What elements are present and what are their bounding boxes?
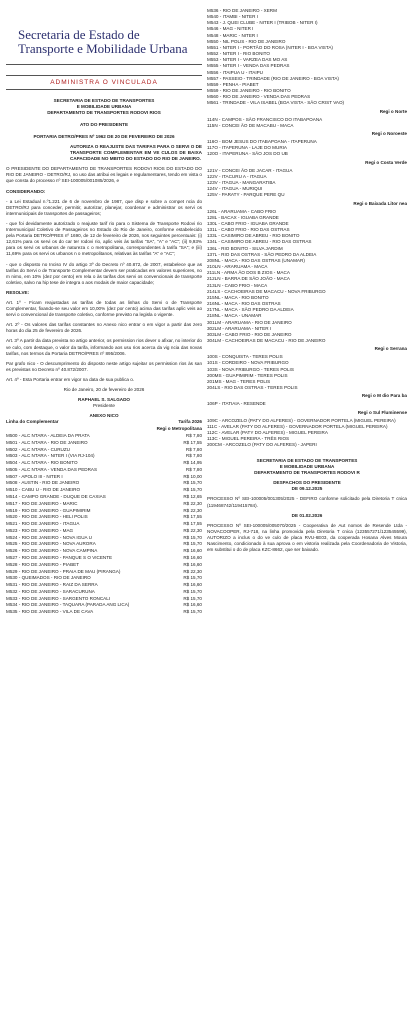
table-row [6,480,202,487]
list-item: 121V - CONCEI ÃO DE JACAR - ITAGUA [207,167,293,173]
table-row [6,460,202,467]
route-name: M503 - ALC NTARA - NITER I (VIA RJ-104) [6,453,95,459]
list-item: 124V - ITAGUA - MURIQUI [207,186,263,192]
route-name: M528 - RIO DE JANEIRO - PIABET [6,561,80,567]
route-list-serrana [207,354,407,391]
portaria-title: PORTARIA DETRO/PRES Nº 1962 DE 20 DE FEVEREIRO DE 2026 [33,134,175,139]
list-item: M548 - MARIC - NITER I [207,32,258,38]
header-title-line1: Secretaria de Estado de [18,27,140,42]
table-row [6,433,202,440]
article-1: Art. 1º - Ficam reajustadas as tarifas de todas as linhas do Servi o de Transporte Complementar, fixando-se seu valor em 10,00% (dez por cento) acima das tarifas aplic veis ao servi o convencional de transporte coletivo, conforme previsto na legisla o vigente. [6,299,202,318]
list-item: 136L - RIO BONITO - SILVA JARDIM [207,245,283,251]
tariff-value: R$ 22,30 [183,568,202,574]
tariff-value: R$ 7,80 [185,466,202,472]
header-rule [6,64,202,65]
table-row [6,609,202,616]
table-row [6,589,202,596]
list-item: 117O - ITAPERUNA - LAJE DO MURIA [207,145,287,151]
route-name: M508 - AUSTIN - RIO DE JANEIRO [6,480,80,486]
list-item: 123V - ITAGUA - MANGARATIBA [207,180,276,186]
tariff-value: R$ 22,30 [183,500,202,506]
route-name: M524 - RIO DE JANEIRO - NOVA IGUA U [6,534,92,540]
region-label: Regi o Sul Fluminense [357,409,407,415]
list-item: 133L - CASIMIRO DE ABREU - RIO BONITO [207,233,300,239]
list-item: 125V - PARATY - PARQUE PERE QU [207,192,285,198]
route-name: M504 - ALC NTARA - RIO BONITO [6,460,78,466]
considerando-1: - a Lei Estadual n.º1.221 de 6 de novembro de 1987, que disp e sobre a compet ncia do DETRO/RJ para conceder, permitir, autorizar, planejar, coordenar e administrar os servi os intermunicipais de transportes de passageiros; [6,198,202,216]
table-row [6,528,202,535]
route-name: M526 - RIO DE JANEIRO - NOVA CAMPINA [6,548,98,554]
region-label: Regi o Baixada Litor nea [353,200,407,206]
list-item: M536 - RIO DE JANEIRO - XERM [207,8,277,13]
table-row [6,521,202,528]
list-item: 201MS - MAG - TERES POLIS [207,378,271,384]
route-name: M510 - CABU U - RIO DE JANEIRO [6,487,81,493]
list-item: 208NL - MACA - RIO DAS OSTRAS (UNAMAR) [207,257,305,263]
table-row [6,575,202,582]
list-item: 114N - CAMPOS - SÃO FRANCISCO DO ITABAPOANA [207,116,323,122]
list-item: 120O - ITAPERUNA - SÃO JOS DO UB [207,151,288,157]
table-header-line: Linha do Complementar [6,419,59,425]
list-item: 215NL - MACA - RIO BONITO [207,294,269,300]
tariff-value: R$ 22,30 [183,507,202,513]
list-item: M561 - TRINDADE - VILA ISABEL (BOA VISTA - SÃO CRIST VAO) [207,100,345,106]
tariff-value: R$ 15,70 [183,480,202,486]
route-name: M531 - RIO DE JANEIRO - RAIZ DA SERRA [6,582,98,588]
table-row [6,568,202,575]
table-header-tariff: Tarifa 2026 [178,419,202,425]
tariff-value: R$ 16,60 [183,602,202,608]
route-name: M502 - ALC NTARA - CURUZU [6,446,70,452]
tariff-value: R$ 7,80 [185,453,202,459]
list-item: M559 - RIO DE JANEIRO - RIO BONITO [207,88,291,94]
list-item: M552 - NITER I - RIO BONITO [207,51,270,57]
header-title-line2: Transporte e Mobilidade Urbana [18,41,188,56]
despachos-title: DESPACHOS DO PRESIDENTE [273,480,341,486]
tariff-value: R$ 22,30 [183,527,202,533]
table-row [6,446,202,453]
tariff-value: R$ 17,55 [183,521,202,527]
article-3: Art. 3º A partir da data prevista no artigo anterior, os permission rios dever o afixar, no interior do ve culo, com destaque, o valor da tarifa, informando aos usu rios acerca da vig ncia das novas tarifas, nos termos da Portaria DETRO/PRES nº 895/2006. [6,338,202,356]
org-line: SECRETARIA DE ESTADO DE TRANSPORTES [53,98,155,103]
route-list-sul [207,418,407,449]
table-row [6,466,202,473]
list-item: 128L - BACAX - IGUABA GRANDE [207,214,279,220]
route-name: M501 - ALC NTARA - RIO DE JANEIRO [6,439,88,445]
list-item: 213LN - CABO FRIO - MACA [207,282,268,288]
list-item: 106P - ITATIAIA - RESENDE [207,401,266,407]
table-row [6,487,202,494]
table-row [6,514,202,521]
list-item: 134L - CASIMIRO DE ABREU - RIO DAS OSTRAS [207,239,312,245]
list-item: M559 - PENHA - PIABET [207,81,259,87]
region-label: Regi o Costa Verde [365,159,407,165]
list-item: M557 - PASSEIO - TRINDADE (RIO DE JANEIRO - BOA VISTA) [207,75,339,81]
list-item: 211LN - ARMA ÃO DOS B ZIOS - MACA [207,270,290,276]
agency-header [18,8,202,56]
table-row [6,602,202,609]
route-name: M519 - RIO DE JANEIRO - GUAPIMIRIM [6,507,91,513]
list-item: 214LS - CACHOEIRAS DE MACACU - NOVA FRIBURGO [207,288,326,294]
list-item: M555 - NITER I - VENDA DAS PEDRAS [207,63,290,69]
act-title: ATO DO PRESIDENTE [79,122,129,127]
table-row [6,494,202,501]
tariff-value: R$ 7,80 [185,446,202,452]
resolve-heading: RESOLVE: [6,289,30,295]
list-item: 101S - CORDEIRO - NOVA FRIBURGO [207,360,289,366]
route-name: M530 - QUEIMADOS - RIO DE JANEIRO [6,575,91,581]
despacho-process: PROCESSO Nº SEI-100005/005070/2025 - Cooperativa de Aut nomos de Resende Ltda - NOVACOOPER, RJ-718, na linha promovida pela Diretoria T cnica (123557271/123545599), AUTORIZO a inclus o do ve culo de placa RVU-6E03, da cooperada Hosana Alves Moura Nascimento, condicionado à sua aprova o em vistoria realizada pela Coordenadoria de Vistoria, em substitui o do de placa KZC-8662, que ser baixado. [207,522,407,553]
route-list-baixada [207,209,407,344]
list-item: 303LM - CABO FRIO - RIO DE JANEIRO [207,331,292,337]
route-list-costa [207,168,407,199]
considerando-heading: CONSIDERANDO: [6,188,46,194]
list-item: 301LM - ARARUAMA - RIO DE JANEIRO [207,319,292,325]
table-row [6,561,202,568]
table-row [6,453,202,460]
route-list-norte [207,117,407,129]
table-row [6,473,202,480]
route-name: M525 - RIO DE JANEIRO - NOVA AURORA [6,541,96,547]
route-name: M527 - RIO DE JANEIRO - PANQUE S O VICENTE [6,555,113,561]
table-header-row [6,419,202,426]
portaria-summary: AUTORIZA O REAJUSTE DAS TARIFAS PARA O SERVI O DE TRANSPORTE COMPLEMENTAR EM VE CULOS DE BAIXA CAPACIDADE NO MBITO DO ESTADO DO RIO DE JANEIRO. [70,144,202,162]
table-row [6,500,202,507]
list-item: 126L - ARARUAMA - CABO FRIO [207,208,277,214]
list-item: 210LN - ARARUAMA - MACA [207,264,268,270]
despacho-process: PROCESSO Nº SEI-100005/001305/2025 - DEFIRO conforme solicitado pela Diretoria T cnica (119468742/119415784). [207,496,407,508]
list-item: 200CM - ARCOZELO (PATY DO ALFERES) - JAPERI [207,442,317,448]
list-item: 204LS - RIO DAS OSTRAS - TERES POLIS [207,385,298,391]
list-item: 216NL - MACA - RIO DAS OSTRAS [207,301,281,307]
table-row [6,548,202,555]
route-name: M529 - RIO DE JANEIRO - PRAIA DE MAU (PIRANGA) [6,568,121,574]
list-item: 112C - AVELAR (PATY DO ALFERES) - MIGUEL PEREIRA [207,430,328,435]
tariff-value: R$ 16,60 [183,555,202,561]
considerando-3: - que o disposto no Inciso IV do artigo 3º do Decreto nº 40.872, de 2007, estabelece que as tarifas do Servi o de Transporte Complementar devem ser praticadas em valores superiores, no m nimo, em 10% (dez por cento) em rela o às tarifas dos servi os convencionais de transporte coletivo, salvo na hip tese de integra o aos modais de maior capacidade; [6,261,202,285]
table-row [6,534,202,541]
left-column [6,8,202,1018]
table-row [6,439,202,446]
list-item: 100S - CONQUISTA - TERES POLIS [207,354,283,360]
date-line: Rio de Janeiro, 20 de fevereiro de 2026 [63,387,145,392]
tariff-value: R$ 15,70 [183,595,202,601]
list-item: M550 - NIL POLIS - RIO DE JANEIRO [207,38,286,44]
despacho-date: DE 01.02.2026 [291,512,323,518]
right-column [207,8,407,1018]
tariff-value: R$ 15,70 [183,487,202,493]
list-item: M540 - ITAMBI - NITER I [207,14,258,20]
route-list-metro [207,8,407,107]
org-line: SECRETARIA DE ESTADO DE TRANSPORTES [256,458,358,464]
route-name: M514 - CAMPO GRANDE - DUQUE DE CAXIAS [6,493,106,499]
list-item: 218NL - MACA - UNAMAR [207,313,262,319]
tariff-value: R$ 14,95 [183,460,202,466]
list-item: 130L - CABO FRIO - IGUABA GRANDE [207,221,289,226]
route-name: M500 - ALC NTARA - ALDEIA DA PRATA [6,432,90,438]
route-name: M520 - RIO DE JANEIRO - HELI POLIS [6,514,88,520]
list-item: M553 - NITER I - VARZEA DAS MO AS [207,57,288,63]
list-item: 212LN - BARRA DE SÃO JOÃO - MACA [207,276,290,282]
list-item: 103S - NOVA FRIBURGO - TERES POLIS [207,366,294,372]
route-name: M517 - RIO DE JANEIRO - MARIC [6,500,78,506]
list-item: 137L - RIO DAS OSTRAS - SÃO PEDRO DA ALDEIA [207,251,317,257]
route-name: M523 - RIO DE JANEIRO - MAG [6,527,74,533]
tariff-value: R$ 16,60 [183,548,202,554]
route-name: M535 - RIO DE JANEIRO - VILA DE CAVA [6,609,94,615]
list-item: 304LM - CACHOEIRAS DE MACACU - RIO DE JANEIRO [207,337,326,343]
list-item: M546 - MAG - NITER I [207,26,254,32]
route-name: M505 - ALC NTARA - VENDA DAS PEDRAS [6,466,98,472]
org-block [6,98,202,116]
tariff-value: R$ 15,70 [183,588,202,594]
tariff-table [6,419,202,616]
list-item: M551 - NITER I - PORTÃO DO ROSA (NITER I - BOA VISTA) [207,44,333,50]
paragrafo-unico: Par grafo nico - O descumprimento do disposto neste artigo sujeitar os permission rios às san es previstas no Decreto nº 40.872/2007. [6,360,202,372]
list-item: 109C - ARCOZELO (PATY DO ALFERES) - GOVERNADOR PORTELA (MIGUEL PEREIRA) [207,417,396,423]
table-row [6,541,202,548]
region-label: Regi o Serrana [374,346,407,352]
list-item: 200MS - GUAPIMIRIM - TERES POLIS [207,372,288,378]
section-heading: ADMINISTRA O VINCULADA [6,75,202,90]
table-row [6,507,202,514]
considerando-2: - que foi devidamente autorizado o reajuste tarif rio para o Sistema de Transporte Rodovi rio Intermunicipal Coletivo de Passageiros no Estado do Rio de Janeiro, conforme estabelecido pela Portaria DETRO/PRES nº 1690, de 12 de fevereiro de 2026, nos seguintes percentuais: (i) 12,61% para os servi os do car ter rodovi rio, aplic veis às tarifas "SA", "A" e "AC"; (ii) 9,93% para os servi os urbanos de natureza c o metropolitana, correspondentes à tarifa "SA"; e (iii) 11,69% para os servi os urbanos n o metropolitanos, relativas às tarifas "A" e "AC"; [6,220,202,257]
tariff-value: R$ 7,80 [185,432,202,438]
route-name: M507 - APOLO III - NITER I [6,473,63,479]
despacho-date: DE 09.12.2025 [291,486,323,492]
list-item: M556 - ITAIPUA U - ITAIPU [207,69,263,75]
region-label: Regi o Noroeste [371,130,407,136]
org-line: E MOBILIDADE URBANA [76,104,132,109]
list-item: 217NL - MACA - SÃO PEDRO DA ALDEIA [207,307,294,313]
annex-title: ANEXO NICO [89,413,119,418]
org-line: DEPARTAMENTO DE TRANSPORTES RODOVI RIOS [47,110,161,115]
list-item: M543 - J. QUEI CLUBE - NITER I (TRIBOB - NITER I) [207,20,318,26]
route-name: M533 - RIO DE JANEIRO - SARGENTO RONCALI [6,595,111,601]
tariff-value: R$ 15,70 [183,609,202,615]
tariff-value: R$ 17,55 [183,514,202,520]
route-list-medio [207,401,407,407]
route-list-noroeste [207,139,407,157]
region-label: Regi o M dio Para ba [361,393,407,399]
list-item: 115N - CONCEI ÃO DE MACABU - MACA [207,122,294,128]
region-label: Regi o Metropolitana [156,426,202,432]
list-item: 116O - BOM JESUS DO ITABAPOANA - ITAPERUNA [207,139,317,145]
table-row [6,595,202,602]
org-line: E MOBILIDADE URBANA [279,464,335,470]
tariff-rows [6,433,202,616]
table-row [6,555,202,562]
tariff-value: R$ 15,70 [183,575,202,581]
signer-role: Presidente [93,403,115,408]
table-row [6,582,202,589]
tariff-value: R$ 15,70 [183,534,202,540]
org-block-2 [207,458,407,476]
tariff-value: R$ 16,60 [183,582,202,588]
tariff-value: R$ 16,60 [183,561,202,567]
list-item: 122V - ITACURU A - ITAGUA [207,173,267,179]
route-name: M534 - RIO DE JANEIRO - TAQUARA (PARADA ANG LICA) [6,602,130,608]
list-item: M560 - RIO DE JANEIRO - VENDA DAS PEDRAS [207,94,311,100]
route-name: M532 - RIO DE JANEIRO - SARACURUNA [6,588,95,594]
intro-paragraph: O PRESIDENTE DO DEPARTAMENTO DE TRANSPORTES RODOVI RIOS DO ESTADO DO RIO DE JANEIRO - DETRO/RJ, no uso das atribui es legais e regulamentares, tendo em vista o que consta do processo nº SEI-100005/001085/2026, e [6,166,202,184]
tariff-value: R$ 10,00 [183,473,202,479]
tariff-value: R$ 17,55 [183,439,202,445]
tariff-value: R$ 12,65 [183,493,202,499]
list-item: 302LM - ARARUAMA - NITER I [207,325,272,331]
list-item: 131L - CABO FRIO - RIO DAS OSTRAS [207,227,290,233]
list-item: 113C - MIGUEL PEREIRA - TRÊS RIOS [207,436,290,442]
route-name: M521 - RIO DE JANEIRO - ITAGUA [6,521,80,527]
signer-name: RAPHAEL S. SALGADO [78,397,130,402]
article-2: Art. 2º - Os valores das tarifas constantes no Anexo nico entrar o em vigor a partir das zero horas do dia 25 de fevereiro de 2026. [6,322,202,334]
list-item: 111C - AVELAR (PATY DO ALFERES) - GOVERNADOR PORTELA (MIGUEL PEREIRA) [207,423,388,429]
region-label: Regi o Norte [379,108,407,114]
article-4: Art. 4º - Esta Portaria entrar em vigor na data de sua publica o. [6,376,135,382]
tariff-value: R$ 15,70 [183,541,202,547]
org-line: DEPARTAMENTO DE TRANSPORTES RODOVI R [254,470,360,476]
